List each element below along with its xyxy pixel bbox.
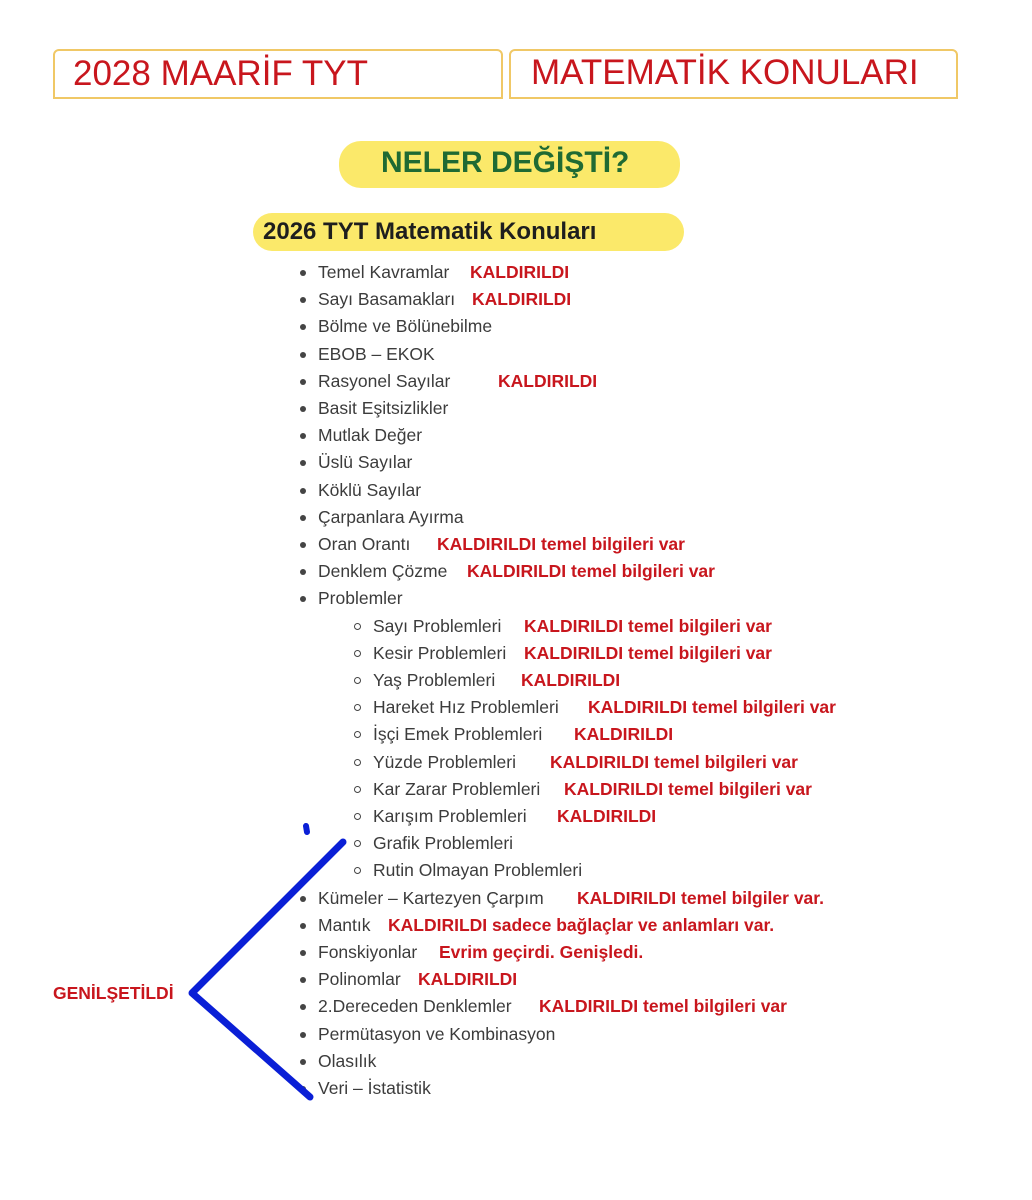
topic-label: Permütasyon ve Kombinasyon — [318, 1023, 556, 1044]
list-title: 2026 TYT Matematik Konuları — [263, 218, 597, 245]
topic-label: Rutin Olmayan Problemleri — [373, 860, 583, 881]
annotation-label: GENİLŞETİLDİ — [53, 983, 174, 1003]
topic-label: Mutlak Değer — [318, 425, 423, 446]
header-right-text: MATEMATİK KONULARI — [531, 53, 919, 92]
topic-label: Hareket Hız Problemleri — [373, 697, 559, 718]
topic-label: Kümeler – Kartezyen Çarpım — [318, 887, 544, 908]
status-note: KALDIRILDI temel bilgileri var — [524, 642, 772, 663]
topic-label: EBOB – EKOK — [318, 343, 435, 364]
topic-label: Bölme ve Bölünebilme — [318, 316, 493, 337]
topic-label: 2.Dereceden Denklemler — [318, 996, 512, 1017]
topic-label: Fonskiyonlar — [318, 942, 418, 962]
status-note: Evrim geçirdi. Genişledi. — [439, 942, 644, 962]
topic-label: Rasyonel Sayılar — [318, 370, 451, 391]
status-note: KALDIRILDI temel bilgileri var — [467, 561, 715, 582]
header-left-text: 2028 MAARİF TYT — [73, 54, 369, 93]
blue-dot-mark — [306, 826, 307, 832]
status-note: KALDIRILDI — [557, 806, 657, 826]
topic-label: Denklem Çözme — [318, 561, 448, 582]
topic-label: Çarpanlara Ayırma — [318, 506, 464, 527]
topic-label: Polinomlar — [318, 969, 401, 990]
status-note: KALDIRILDI temel bilgileri var — [588, 697, 836, 718]
topic-label: Problemler — [318, 588, 403, 609]
topic-label: Köklü Sayılar — [318, 479, 422, 500]
section-title: NELER DEĞİŞTİ? — [381, 146, 630, 179]
topic-label: Veri – İstatistik — [318, 1078, 431, 1098]
topic-label: Üslü Sayılar — [318, 452, 413, 473]
status-note: KALDIRILDI — [498, 370, 598, 391]
status-note: KALDIRILDI temel bilgileri var — [550, 751, 798, 772]
status-note: KALDIRILDI — [472, 289, 572, 310]
blue-bracket-line — [192, 842, 343, 1097]
status-note: KALDIRILDI temel bilgileri var — [564, 778, 812, 799]
status-note: KALDIRILDI sadece bağlaçlar ve anlamları var. — [388, 914, 775, 935]
topic-label: Yüzde Problemleri — [373, 751, 516, 772]
topic-label: Grafik Problemleri — [373, 833, 514, 854]
status-note: KALDIRILDI — [470, 262, 570, 282]
topic-label: Sayı Basamakları — [318, 289, 456, 310]
topic-label: Basit Eşitsizlikler — [318, 398, 449, 418]
topic-label: Olasılık — [318, 1050, 377, 1071]
topic-label: İşçi Emek Problemleri — [373, 724, 543, 745]
topic-label: Sayı Problemleri — [373, 615, 502, 636]
status-note: KALDIRILDI — [521, 670, 621, 690]
status-note: KALDIRILDI temel bilgileri var — [524, 615, 772, 636]
topic-label: Mantık — [318, 914, 371, 935]
status-note: KALDIRILDI temel bilgileri var — [539, 996, 787, 1017]
status-note: KALDIRILDI — [418, 969, 518, 990]
topic-label: Karışım Problemleri — [373, 806, 527, 826]
status-note: KALDIRILDI temel bilgileri var — [437, 534, 685, 554]
topic-label: Yaş Problemleri — [373, 670, 496, 690]
topic-label: Kesir Problemleri — [373, 642, 507, 663]
topic-label: Oran Orantı — [318, 534, 411, 554]
topic-label: Temel Kavramlar — [318, 262, 450, 282]
topic-label: Kar Zarar Problemleri — [373, 778, 541, 799]
status-note: KALDIRILDI — [574, 724, 674, 745]
status-note: KALDIRILDI temel bilgiler var. — [577, 887, 824, 908]
